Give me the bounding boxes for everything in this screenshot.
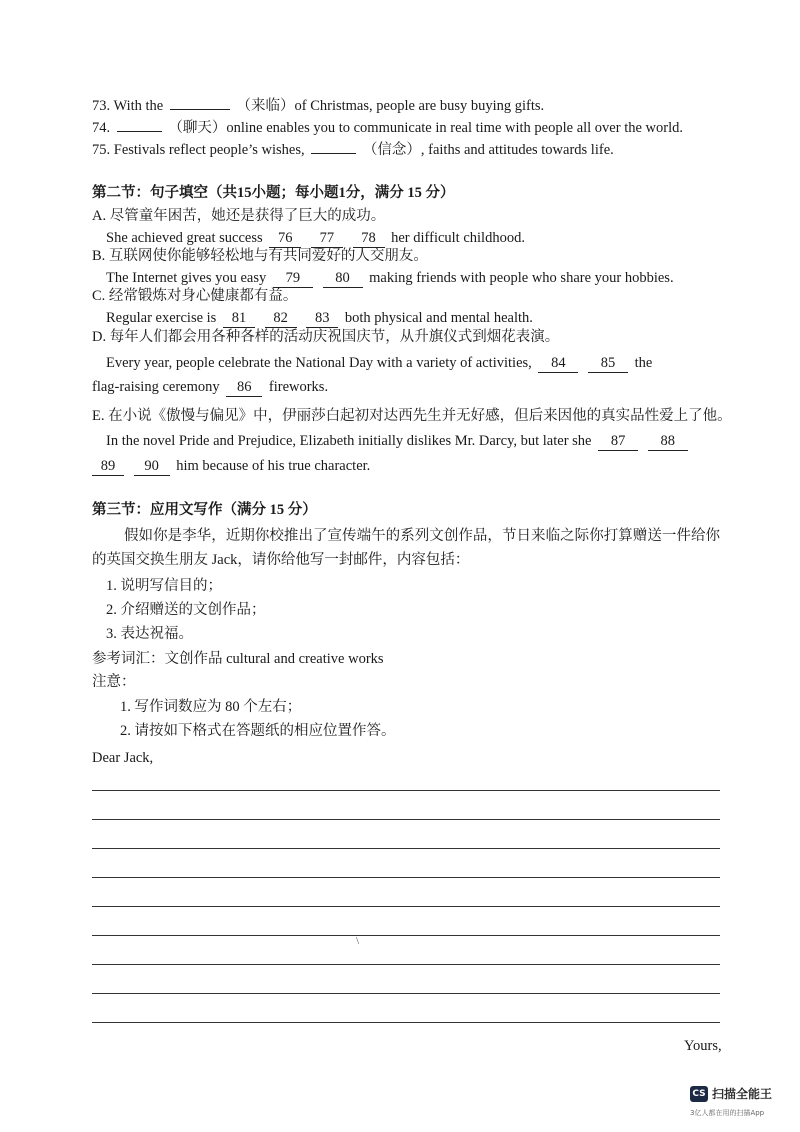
writing-line[interactable] <box>92 790 720 791</box>
question-74: 74. （聊天）online enables you to communicate in real time with people all over the world. <box>92 120 683 136</box>
blank-74[interactable] <box>117 131 162 132</box>
item-d-chinese: D. 每年人们都会用各种各样的活动庆祝国庆节，从升旗仪式到烟花表演。 <box>92 329 560 345</box>
note-label: 注意： <box>92 674 136 690</box>
writing-line[interactable] <box>92 964 720 965</box>
blank-78[interactable]: 78 <box>353 230 385 248</box>
blank-90[interactable]: 90 <box>134 458 170 476</box>
question-73: 73. With the （来临）of Christmas, people are busy buying gifts. <box>92 98 545 114</box>
item-c-english: Regular exercise is 81 82 83 both physical and mental health. <box>106 310 533 326</box>
item-a-english: She achieved great success 76 77 78 her difficult childhood. <box>106 230 525 246</box>
blank-86[interactable]: 86 <box>226 379 262 397</box>
prompt-line-1: 假如你是李华，近期你校推出了宣传端午的系列文创作品，节日来临之际你打算赠送一件给你 <box>124 528 720 544</box>
writing-line[interactable] <box>92 1022 720 1023</box>
blank-85[interactable]: 85 <box>588 355 628 373</box>
writing-line[interactable] <box>92 993 720 994</box>
item-e-english-2: 89 90 him because of his true character. <box>92 456 370 476</box>
section3-heading: 第三节：应用文写作（满分 15 分） <box>92 502 317 518</box>
writing-line[interactable] <box>92 906 720 907</box>
reference-vocab: 参考词汇：文创作品 cultural and creative works <box>92 651 384 667</box>
camscanner-logo-icon: CS <box>690 1086 708 1102</box>
prompt-line-2: 的英国交换生朋友 Jack，请你给他写一封邮件，内容包括： <box>92 552 470 568</box>
item-c-chinese: C. 经常锻炼对身心健康都有益。 <box>92 288 298 304</box>
blank-79[interactable]: 79 <box>273 270 313 288</box>
item-b-chinese: B. 互联网使你能够轻松地与有共同爱好的人交朋友。 <box>92 248 428 264</box>
blank-84[interactable]: 84 <box>538 355 578 373</box>
blank-73[interactable] <box>170 109 230 110</box>
item-d-english-2: flag-raising ceremony 86 fireworks. <box>92 379 329 395</box>
writing-line[interactable] <box>92 935 720 936</box>
blank-88[interactable]: 88 <box>648 433 688 451</box>
watermark-title: 扫描全能王 <box>712 1087 773 1101</box>
blank-76[interactable]: 76 <box>269 230 301 248</box>
note-2: 2. 请按如下格式在答题纸的相应位置作答。 <box>120 723 396 739</box>
writing-line[interactable] <box>92 819 720 820</box>
item-e-chinese: E. 在小说《傲慢与偏见》中，伊丽莎白起初对达西先生并无好感，但后来因他的真实品性爱上了他。 <box>92 408 732 424</box>
question-75: 75. Festivals reflect people’s wishes, （信念）, faiths and attitudes towards life. <box>92 142 614 158</box>
blank-89[interactable]: 89 <box>92 458 124 476</box>
stray-mark: \ <box>356 935 360 947</box>
blank-77[interactable]: 77 <box>311 230 343 248</box>
blank-82[interactable]: 82 <box>265 310 297 328</box>
prompt-point-3: 3. 表达祝福。 <box>106 626 193 642</box>
writing-line[interactable] <box>92 877 720 878</box>
note-1: 1. 写作词数应为 80 个左右； <box>120 699 302 715</box>
prompt-point-1: 1. 说明写信目的； <box>106 578 222 594</box>
item-e-english-1: In the novel Pride and Prejudice, Elizabeth initially dislikes Mr. Darcy, but later she 87 88 <box>106 431 691 451</box>
blank-75[interactable] <box>311 153 356 154</box>
watermark-subtitle: 3亿人都在用的扫描App <box>690 1109 765 1117</box>
blank-87[interactable]: 87 <box>598 433 638 451</box>
item-a-chinese: A. 尽管童年困苦，她还是获得了巨大的成功。 <box>92 208 386 224</box>
item-d-english-1: Every year, people celebrate the National Day with a variety of activities, 84 85 the <box>106 355 653 371</box>
closing: Yours, <box>684 1038 722 1054</box>
item-b-english: The Internet gives you easy 79 80 making friends with people who share your hobbies. <box>106 270 674 286</box>
prompt-point-2: 2. 介绍赠送的文创作品； <box>106 602 266 618</box>
blank-83[interactable]: 83 <box>306 310 338 328</box>
salutation: Dear Jack, <box>92 750 154 766</box>
writing-line[interactable] <box>92 848 720 849</box>
section2-heading: 第二节：句子填空（共15小题；每小题1分，满分 15 分） <box>92 185 455 201</box>
blank-80[interactable]: 80 <box>323 270 363 288</box>
blank-81[interactable]: 81 <box>223 310 255 328</box>
